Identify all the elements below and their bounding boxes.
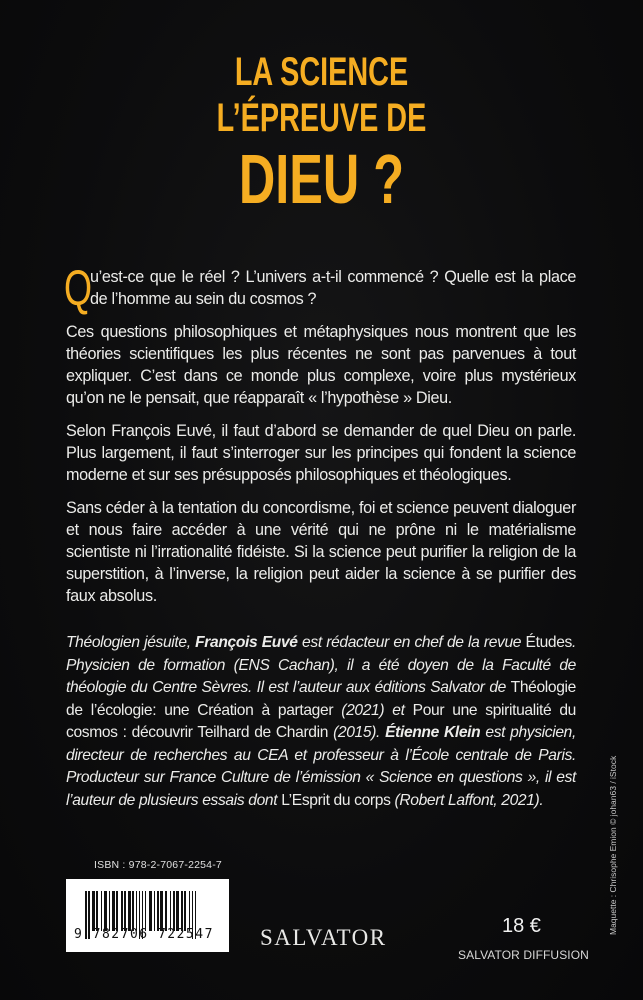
bio-text: . Physicien de formation (ENS Cachan), il a été doyen de la Faculté de théologie du Centre Sèvres. Il est l’auteur aux éditions Salvator de	[66, 634, 576, 696]
price: 18 €	[502, 915, 541, 937]
bio-text: (Robert Laffont, 2021).	[390, 791, 544, 809]
bio-text: est rédacteur en chef de la revue	[297, 634, 526, 651]
bio-text: (2021) et	[333, 701, 413, 719]
bio-text: est physicien, directeur de recherches au CEA et professeur à l’École centrale de Paris. Producteur sur France Culture de l’émission « Science en questions », il est l’auteur de plusieurs essais dont	[66, 724, 576, 809]
blurb-paragraph-4: Sans céder à la tentation du concordisme, foi et science peuvent dialoguer et nous faire accéder à une vérité qui ne prône ni le matérialisme scientiste ni l’irrationalité fidéiste. Si la science peut purifier la religion de la superstition, à l’inverse, la religion peut aider la science à se purifier des faux absolus.	[66, 499, 576, 605]
design-credit: Maquette : Chrisophe Emion © johan63 / iStock	[608, 755, 618, 935]
blurb-paragraph-1	[64, 260, 576, 316]
title-line-1: LA SCIENCE	[234, 50, 409, 94]
title-line-2: L’ÉPREUVE DE	[216, 96, 427, 140]
book-title	[0, 50, 643, 218]
blurb-paragraph-2: Ces questions philosophiques et métaphysiques nous montrent que les théories scientifiques les plus récentes ne sont pas parvenues à tout expliquer. C’est dans ce monde plus complexe, voire plus mystérieux qu’on ne le pensait, que réapparaît « l’hypothèse » Dieu.	[66, 323, 576, 407]
blurb	[64, 260, 576, 618]
publisher-logo: SALVATOR	[260, 925, 387, 950]
isbn-label: ISBN : 978-2-7067-2254-7	[94, 859, 222, 871]
book-title-1: Théologie de l’écologie: une Création à partager	[66, 679, 576, 719]
author-name-1: François Euvé	[195, 634, 298, 651]
barcode	[66, 879, 229, 952]
author-name-2: Étienne Klein	[385, 724, 481, 741]
drop-cap: Q	[64, 260, 92, 316]
blurb-text-1: u’est-ce que le réel ? L’univers a-t-il commencé ? Quelle est la place de l’homme au sein du cosmos ?	[90, 268, 576, 308]
journal-title: Études	[525, 634, 572, 651]
book-title-3: L’Esprit du corps	[281, 791, 391, 809]
title-line-3: DIEU ?	[238, 140, 405, 218]
bio-text: (2015).	[328, 724, 386, 741]
barcode-number: 9 782706 722547	[74, 927, 214, 942]
bio-text: Théologien jésuite,	[66, 634, 196, 651]
author-bio	[66, 632, 576, 812]
distributor: SALVATOR DIFFUSION	[458, 948, 589, 962]
book-title-2: Pour une spiritualité du cosmos : découvrir Teilhard de Chardin	[66, 701, 576, 741]
blurb-paragraph-3: Selon François Euvé, il faut d’abord se demander de quel Dieu on parle. Plus largement, il faut s’interroger sur les principes qui fondent la science moderne et sur ses présupposés philosophiques et théologiques.	[66, 422, 576, 484]
